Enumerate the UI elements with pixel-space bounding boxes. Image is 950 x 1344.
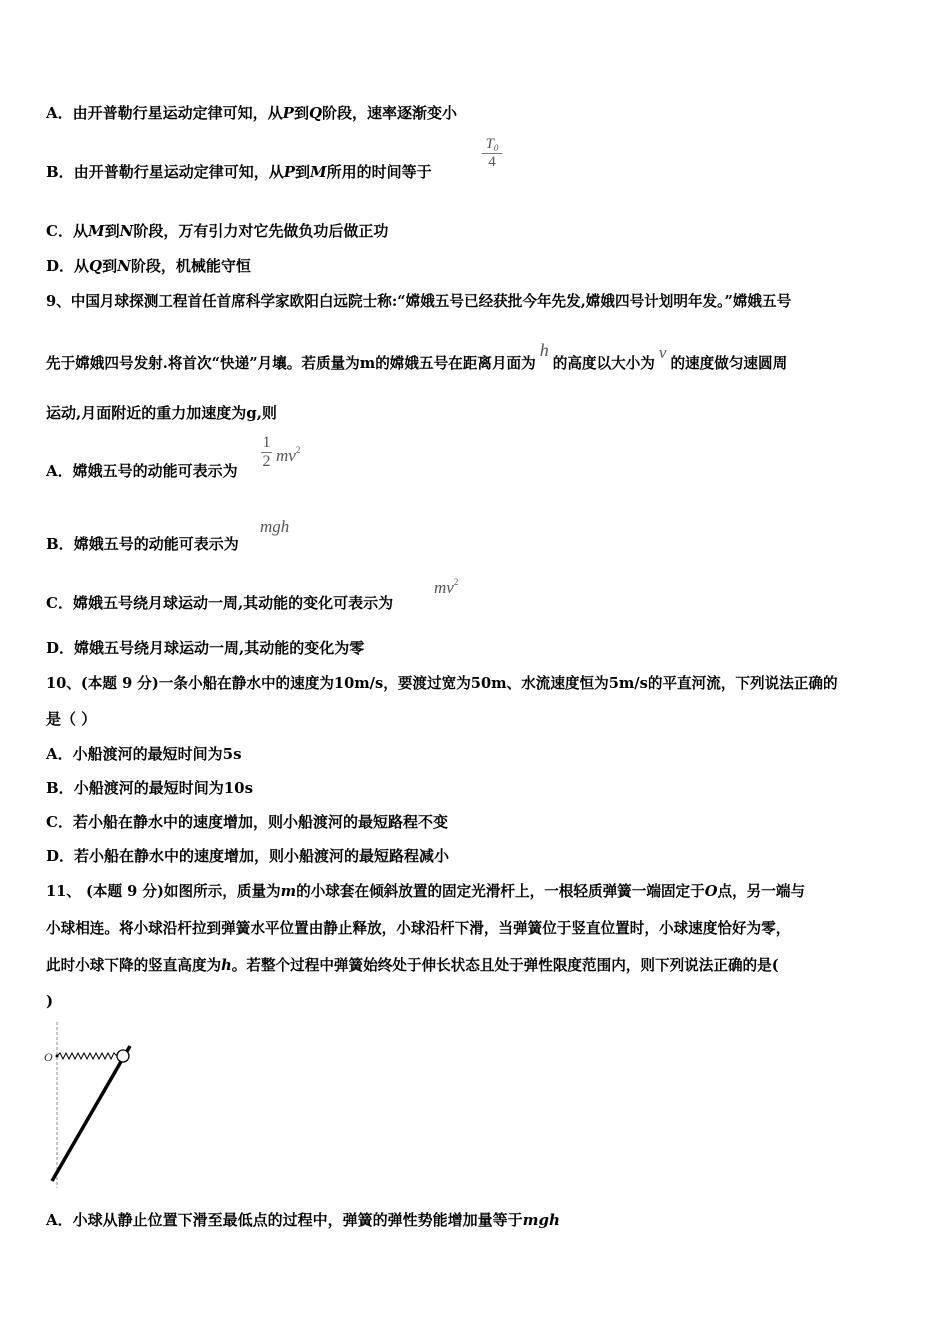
expr-mgh: mgh [260,517,290,536]
option-text: 若小船在静水中的速度增加，则小船渡河的最短路程不变 [72,813,448,831]
q11-stem-line2: 小球相连。将小球沿杆拉到弹簧水平位置由静止释放，小球沿杆下滑，当弹簧位于竖直位置时，小球速度恰好为零， [46,920,791,937]
expr-mgh: mgh [522,1211,560,1229]
q11-stem-line1 [46,880,805,901]
option-label: A． [46,1211,73,1229]
q8-option-d [46,255,251,276]
var-p: P [282,104,294,122]
option-label: B． [46,535,74,553]
q11-stem-line3 [46,954,779,975]
option-text: 到 [293,104,309,122]
option-text: 阶段，万有引力对它先做负功后做正功 [133,222,389,240]
q10-option-b [46,777,253,798]
var-m: M [310,163,327,181]
expr-text: mv [434,578,454,597]
q10-option-c [46,811,448,832]
q9-option-d [46,637,364,658]
var-v: v [658,343,667,362]
var-n: N [117,257,131,275]
option-label: C． [46,594,73,612]
stem-text: 11、 (本题 9 分)如图所示，质量为 [46,883,281,900]
option-label: C． [46,222,73,240]
var-p: P [283,163,295,181]
option-text: 阶段，机械能守恒 [130,257,251,275]
var-m: M [87,222,105,240]
option-label: B． [46,779,74,797]
q9-stem-line3: 运动,月面附近的重力加速度为g,则 [46,404,277,422]
q8-option-a [46,102,457,123]
expr-exponent: 2 [295,445,301,455]
option-label: A． [46,104,73,122]
fraction-one-half [261,434,272,471]
option-label: D． [46,257,75,275]
option-label: A． [46,462,73,480]
frac-denominator: 2 [262,453,271,470]
q10-stem-line1: 10、(本题 9 分)一条小船在静水中的速度为10m/s，要渡过宽为50m、水流速度恒为5m/s的平直河流，下列说法正确的 [46,675,838,692]
q9-stem-line1: 9、中国月球探测工程首任首席科学家欧阳白远院士称:“嫦娥五号已经获批今年先发,嫦娥四号计划明年发。”嫦娥五号 [46,293,792,310]
expr-text: mv [276,446,296,465]
q10-option-a [46,743,242,764]
q10-stem-line2: 是（ ） [46,710,97,728]
q9-option-a [46,460,238,481]
option-text: 由开普勒行星运动定律可知，从 [72,104,283,122]
q8-option-b [46,161,432,182]
var-h: h [539,340,549,360]
option-text: 由开普勒行星运动定律可知，从 [73,163,284,181]
expr-exponent: 2 [453,577,459,587]
fraction-t0-over-4 [482,136,502,171]
stem-text: 点，另一端与 [717,883,806,900]
frac-subscript: 0 [493,143,499,153]
q11-stem-line4: ) [46,992,54,1010]
option-text: 若小船在静水中的速度增加，则小船渡河的最短路程减小 [74,847,450,865]
option-text: 嫦娥五号绕月球运动一周,其动能的变化可表示为 [72,594,394,612]
var-n: N [119,222,134,240]
option-text: 到 [102,257,118,275]
option-label: B． [46,163,74,181]
option-label: D． [46,847,75,865]
point-o-label: O [44,1050,53,1064]
option-text: 阶段，速率逐渐变小 [322,104,458,122]
option-label: D． [46,639,75,657]
q10-option-d [46,845,449,866]
var-h: h [221,957,232,974]
option-text: 到 [104,222,120,240]
option-text: 从 [72,222,88,240]
small-ball [117,1050,129,1062]
option-text: 到 [294,163,310,181]
var-q: Q [89,257,103,275]
q11-option-a [46,1209,560,1230]
stem-text: 。若整个过程中弹簧始终处于伸长状态且处于弹性限度范围内，则下列说法正确的是( [231,957,779,974]
option-text: 小船渡河的最短时间为10s [73,779,254,797]
q9-option-c [46,592,393,613]
var-o: O [704,883,718,900]
expr-mv2 [434,578,458,598]
option-text: 嫦娥五号的动能可表示为 [72,462,238,480]
spring [57,1053,120,1059]
q9-stem-line2 [46,340,788,373]
stem-text: 先于嫦娥四号发射.将首次“快递”月壤。若质量为m的嫦娥五号在距离月面为 [46,355,536,372]
frac-numerator: T [485,136,494,152]
option-text: 嫦娥五号绕月球运动一周,其动能的变化为零 [74,639,365,657]
stem-text: 此时小球下降的竖直高度为 [46,957,222,974]
q9-option-b [46,533,239,554]
spring-rod-figure [40,1018,150,1193]
var-q: Q [308,104,323,122]
stem-text: 的高度以大小为 [552,355,655,372]
option-text: 所用的时间等于 [326,163,432,181]
var-m: m [280,883,297,900]
option-label: A． [46,745,73,763]
frac-denominator: 4 [488,154,496,170]
option-text: 小球从静止位置下滑至最低点的过程中，弹簧的弹性势能增加量等于 [72,1211,523,1229]
stem-text: 的小球套在倾斜放置的固定光滑杆上，一根轻质弹簧一端固定于 [296,883,705,900]
option-label: C． [46,813,73,831]
option-text: 小船渡河的最短时间为5s [72,745,242,763]
expr-mv2 [276,446,300,466]
option-text: 嫦娥五号的动能可表示为 [73,535,239,553]
frac-numerator: 1 [262,434,271,451]
inclined-rod [52,1046,130,1181]
q8-option-c [46,220,388,241]
stem-text: 的速度做匀速圆周 [670,355,788,372]
option-text: 从 [74,257,90,275]
